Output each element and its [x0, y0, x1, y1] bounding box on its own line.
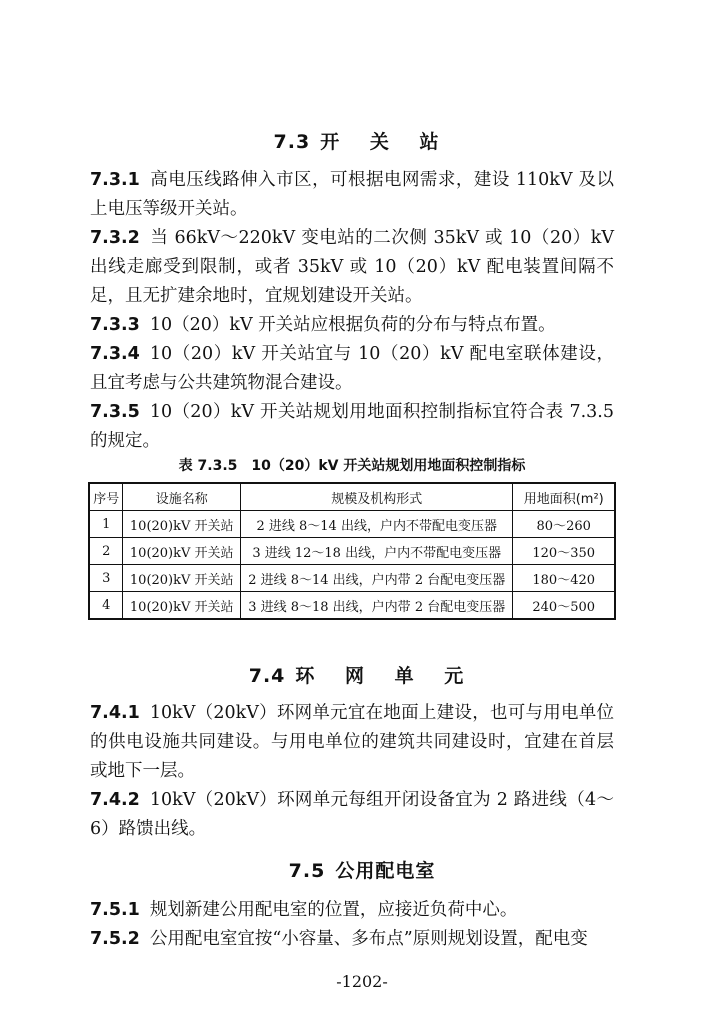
clause-number: 7.3.5: [90, 402, 140, 422]
clause-text: 10（20）kV 开关站宜与 10（20）kV 配电室联体建设，且宜考虑与公共建筑物混合建设。: [90, 344, 614, 393]
section-title: 开 关 站: [320, 131, 451, 153]
clause-text: 公用配电室宜按“小容量、多布点”原则规划设置，配电变: [149, 929, 588, 949]
clause-number: 7.4.2: [90, 790, 140, 810]
clause-number: 7.3.1: [90, 170, 140, 190]
header-cell: 规模及机构形式: [241, 483, 513, 511]
table-cell: 180～420: [513, 565, 615, 592]
section-number: 7.4: [248, 665, 286, 687]
header-cell: 设施名称: [123, 483, 241, 511]
clause-text: 规划新建公用配电室的位置，应接近负荷中心。: [149, 900, 518, 920]
clause-text: 10（20）kV 开关站规划用地面积控制指标宜符合表 7.3.5 的规定。: [90, 402, 614, 451]
table-cell: 80～260: [513, 511, 615, 538]
section-heading-7-4: [0, 661, 724, 688]
table-cell: 2: [89, 538, 123, 565]
section-number: 7.3: [273, 131, 311, 153]
table-header-row: [89, 483, 615, 511]
header-cell: 序号: [89, 483, 123, 511]
table-cell: 10(20)kV 开关站: [123, 592, 241, 620]
table-row: [89, 592, 615, 620]
table-row: [89, 538, 615, 565]
table-caption: 表 7.3.5 10（20）kV 开关站规划用地面积控制指标: [178, 458, 526, 474]
table-cell: 4: [89, 592, 123, 620]
clause-number: 7.3.2: [90, 228, 140, 248]
clause-text: 高电压线路伸入市区，可根据电网需求，建设 110kV 及以上电压等级开关站。: [90, 170, 614, 219]
clause-number: 7.3.3: [90, 315, 140, 335]
clause-text: 当 66kV～220kV 变电站的二次侧 35kV 或 10（20）kV 出线走廊受到限制，或者 35kV 或 10（20）kV 配电装置间隔不足，且无扩建余地时，宜规划建设开关站。: [90, 228, 614, 306]
table-cell: 1: [89, 511, 123, 538]
clause-text: 10kV（20kV）环网单元宜在地面上建设，也可与用电单位的供电设施共同建设。与用电单位的建筑共同建设时，宜建在首层或地下一层。: [90, 703, 614, 781]
table-cell: 3: [89, 565, 123, 592]
section-title: 公用配电室: [335, 860, 436, 882]
clause-7-3-4: [90, 340, 614, 398]
table-row: [89, 511, 615, 538]
section-heading-7-3: [0, 127, 724, 154]
table-row: [89, 565, 615, 592]
clause-7-5-2: [90, 925, 614, 954]
table-cell: 2 进线 8～14 出线，户内带 2 台配电变压器: [241, 565, 513, 592]
clause-text: 10（20）kV 开关站应根据负荷的分布与特点布置。: [149, 315, 556, 335]
clause-7-4-1: [90, 699, 614, 786]
clause-7-3-2: [90, 224, 614, 311]
page-number: -1202-: [336, 972, 388, 991]
clause-7-4-2: [90, 786, 614, 844]
table-cell: 120～350: [513, 538, 615, 565]
land-area-table: [88, 482, 616, 620]
clause-text: 10kV（20kV）环网单元每组开闭设备宜为 2 路进线（4～6）路馈出线。: [90, 790, 614, 839]
header-cell: 用地面积(m²): [513, 483, 615, 511]
table-cell: 3 进线 8～18 出线，户内带 2 台配电变压器: [241, 592, 513, 620]
table-cell: 3 进线 12～18 出线，户内不带配电变压器: [241, 538, 513, 565]
clause-7-5-1: [90, 896, 614, 925]
clause-number: 7.3.4: [90, 344, 140, 364]
table-cell: 10(20)kV 开关站: [123, 538, 241, 565]
clause-number: 7.4.1: [90, 703, 140, 723]
table-cell: 10(20)kV 开关站: [123, 511, 241, 538]
clause-number: 7.5.2: [90, 929, 140, 949]
clause-number: 7.5.1: [90, 900, 140, 920]
table-cell: 240～500: [513, 592, 615, 620]
clause-7-3-3: [90, 311, 614, 340]
table-cell: 10(20)kV 开关站: [123, 565, 241, 592]
clause-7-3-5: [90, 398, 614, 456]
table-cell: 2 进线 8～14 出线，户内不带配电变压器: [241, 511, 513, 538]
section-number: 7.5: [288, 860, 326, 882]
section-heading-7-5: [0, 856, 724, 883]
section-title: 环 网 单 元: [295, 665, 476, 687]
clause-7-3-1: [90, 166, 614, 224]
